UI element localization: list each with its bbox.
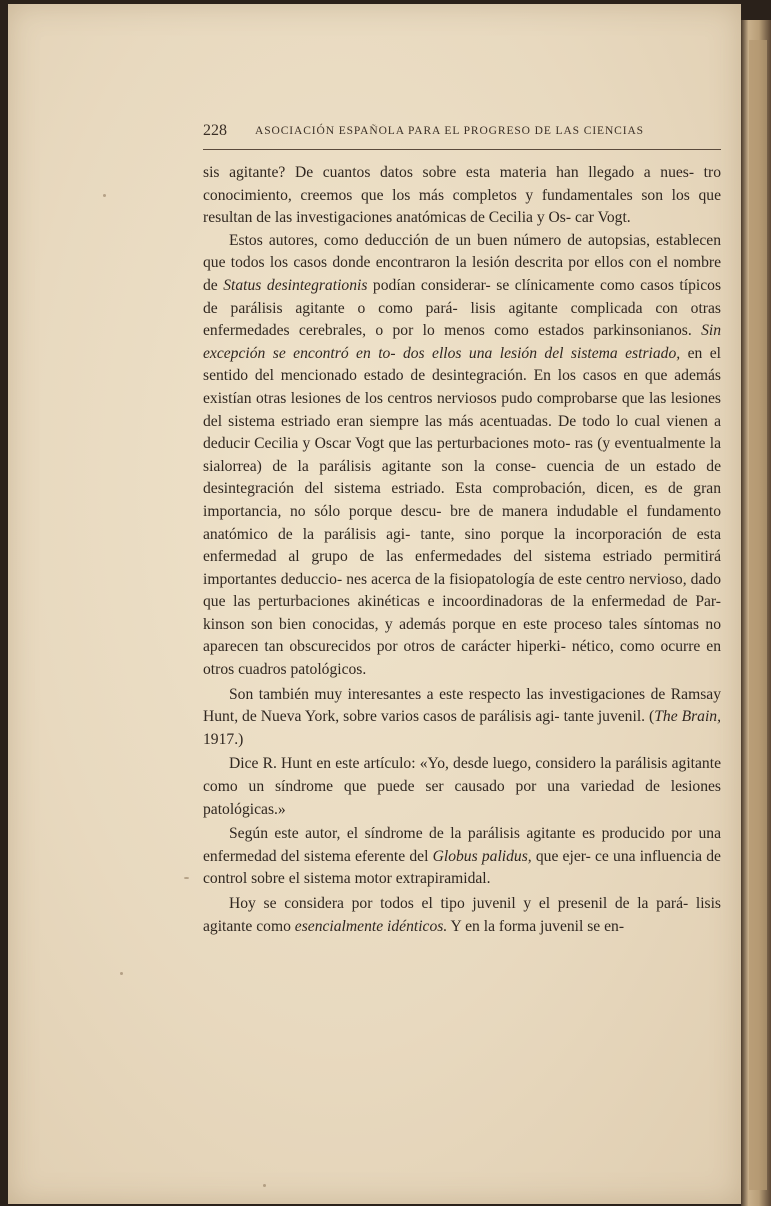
paragraph-6 [203,893,721,938]
italic-term-esencialmente-identicos: esencialmente idénticos. [294,917,448,935]
paper-speck [120,972,123,975]
text-run: en el sentido del mencionado estado de desintegración. En los casos en que además existían otras lesiones de los centros nerviosos pudo comprobarse que las lesiones del sistema estriado eran siempre las más acentuadas. De todo lo cual vienen a deducir Cecilia y Oscar Vogt que las perturbaciones moto- ras (y eventualmente la sialorrea) de la parálisis agitante son la conse- cuencia de un estado de desintegración del sistema estriado. Esta comprobación, dicen, es de gran importancia, no sólo porque descu- bre de manera indudable el fundamento anatómico de la parálisis agi- tante, sino porque la incorporación de esta enfermedad al grupo de las enfermedades del sistema estriado permitirá importantes deduccio- nes acerca de la fisiopatología de este centro nervioso, dado que las perturbaciones akinéticas e incoordinadoras de la enfermedad de Par- kinson son bien conocidas, y además porque en este proceso tales síntomas no aparecen tan obscurecidos por otros de carácter hiperki- nético, como ocurre en otros cuadros patológicos. [203,344,721,679]
paragraph-1 [203,162,721,230]
paragraph-2 [203,230,721,682]
text-run: sis agitante? De cuantos datos sobre esta materia han llegado a nues- tro conocimiento, creemos que los más completos y fundamentales son los que resultan de las investigaciones anatómicas de Cecilia y Os- car Vogt. [203,164,721,227]
paper-speck [103,194,106,197]
text-run: Y en la forma juvenil se en- [447,917,625,935]
header-rule [203,149,721,150]
italic-journal-title: The Brain, [654,708,721,726]
page-number: 228 [203,122,227,139]
italic-term-status-desintegrationis: Status desintegrationis [223,276,368,294]
body-text [203,162,721,938]
book-page-edge-inner [749,40,767,1190]
text-run: Son también muy interesantes a este respecto las investigaciones de Ramsay Hunt, de Nueva York, sobre varios casos de parálisis agi- tante juvenil. ( [203,685,721,726]
running-head: ASOCIACIÓN ESPAÑOLA PARA EL PROGRESO DE LAS CIENCIAS [255,125,644,137]
text-run: Estos autores, como deducción de un buen número de autopsias, establecen que todos los casos donde encontraron la lesión descrita por ellos con el nombre de [203,231,721,294]
page-header [203,122,723,146]
text-run: Según este autor, el síndrome de la parálisis agitante es producido por una enfermedad del sistema eferente del [203,825,721,865]
text-run: 1917.) [203,730,244,748]
paragraph-4 [203,753,721,821]
text-run: que ejer- ce una influencia de control sobre el sistema motor extrapiramidal. [203,847,721,888]
paper-speck [184,877,189,879]
text-run: Dice R. Hunt en este artículo: «Yo, desde luego, considero la parálisis agitante como un síndrome que puede ser causado por una variedad de lesiones patológicas.» [203,755,721,818]
text-run: Hoy se considera por todos el tipo juvenil y el presenil de la pará- lisis agitante como [203,895,721,935]
paragraph-3 [203,684,721,752]
paragraph-5 [203,823,721,891]
paper-speck [263,1184,266,1187]
text-run: podían considerar- se clínicamente como casos típicos de parálisis agitante o como pará- lisis agitante complicada con otras enfermedades cerebrales, o por lo menos como estados parkinsonianos. [203,276,722,340]
italic-emphasis-sin-excepcion: Sin excepción se encontró en to- dos ellos una lesión del sistema estriado, [203,322,721,362]
italic-term-globus-palidus: Globus palidus, [432,847,532,865]
